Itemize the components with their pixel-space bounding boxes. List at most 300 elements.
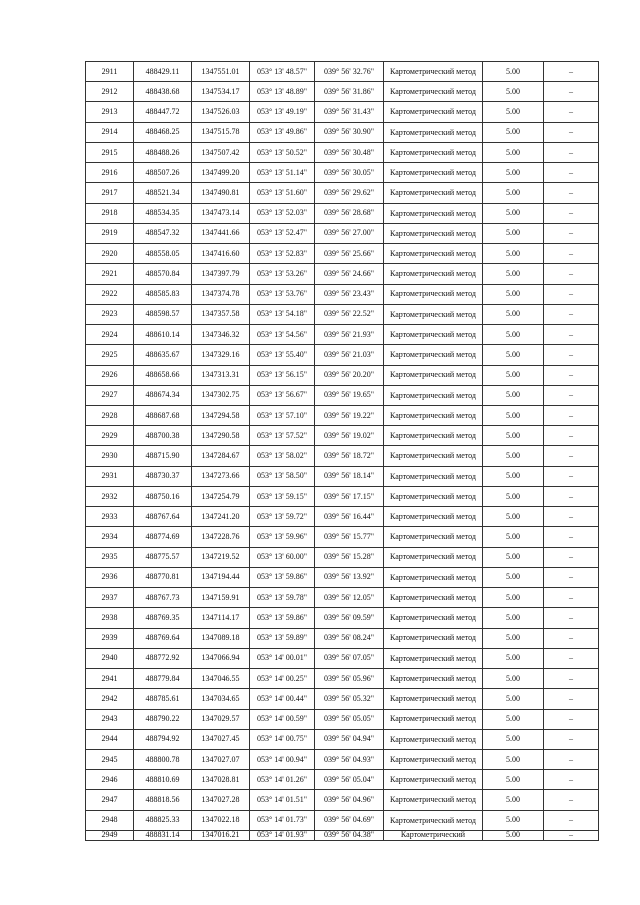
x-coordinate-cell: 488767.64 — [134, 507, 192, 527]
x-coordinate-cell: 488447.72 — [134, 102, 192, 122]
accuracy-cell: 5.00 — [483, 749, 544, 769]
accuracy-cell: 5.00 — [483, 547, 544, 567]
latitude-cell: 053° 13' 54.18" — [250, 304, 315, 324]
y-coordinate-cell: 1347273.66 — [192, 466, 250, 486]
latitude-cell: 053° 13' 59.72" — [250, 507, 315, 527]
longitude-cell: 039° 56' 22.52" — [315, 304, 384, 324]
table-row — [86, 466, 599, 486]
method-cell: Картометрический метод — [384, 507, 483, 527]
point-number-cell: 2915 — [86, 142, 134, 162]
method-cell: Картометрический метод — [384, 122, 483, 142]
point-number-cell: 2944 — [86, 729, 134, 749]
table-body — [86, 62, 599, 841]
note-cell: – — [544, 244, 599, 264]
point-number-cell: 2938 — [86, 608, 134, 628]
y-coordinate-cell: 1347284.67 — [192, 446, 250, 466]
accuracy-cell: 5.00 — [483, 82, 544, 102]
table-row — [86, 405, 599, 425]
longitude-cell: 039° 56' 27.00" — [315, 223, 384, 243]
longitude-cell: 039° 56' 13.92" — [315, 567, 384, 587]
note-cell: – — [544, 830, 599, 840]
accuracy-cell: 5.00 — [483, 466, 544, 486]
note-cell: – — [544, 810, 599, 830]
table-row — [86, 163, 599, 183]
x-coordinate-cell: 488767.73 — [134, 588, 192, 608]
note-cell: – — [544, 345, 599, 365]
method-cell: Картометрический метод — [384, 223, 483, 243]
y-coordinate-cell: 1347194.44 — [192, 567, 250, 587]
x-coordinate-cell: 488730.37 — [134, 466, 192, 486]
y-coordinate-cell: 1347374.78 — [192, 284, 250, 304]
accuracy-cell: 5.00 — [483, 729, 544, 749]
y-coordinate-cell: 1347028.81 — [192, 770, 250, 790]
x-coordinate-cell: 488818.56 — [134, 790, 192, 810]
longitude-cell: 039° 56' 04.94" — [315, 729, 384, 749]
y-coordinate-cell: 1347027.07 — [192, 749, 250, 769]
x-coordinate-cell: 488770.81 — [134, 567, 192, 587]
accuracy-cell: 5.00 — [483, 122, 544, 142]
longitude-cell: 039° 56' 30.48" — [315, 142, 384, 162]
latitude-cell: 053° 14' 01.51" — [250, 790, 315, 810]
note-cell: – — [544, 507, 599, 527]
accuracy-cell: 5.00 — [483, 142, 544, 162]
note-cell: – — [544, 122, 599, 142]
point-number-cell: 2918 — [86, 203, 134, 223]
longitude-cell: 039° 56' 19.65" — [315, 385, 384, 405]
accuracy-cell: 5.00 — [483, 163, 544, 183]
table-row — [86, 608, 599, 628]
accuracy-cell: 5.00 — [483, 304, 544, 324]
table-row — [86, 223, 599, 243]
method-cell: Картометрический метод — [384, 628, 483, 648]
y-coordinate-cell: 1347016.21 — [192, 830, 250, 840]
x-coordinate-cell: 488779.84 — [134, 669, 192, 689]
method-cell: Картометрический метод — [384, 709, 483, 729]
table-row — [86, 810, 599, 830]
note-cell: – — [544, 588, 599, 608]
latitude-cell: 053° 13' 53.76" — [250, 284, 315, 304]
y-coordinate-cell: 1347507.42 — [192, 142, 250, 162]
method-cell: Картометрический метод — [384, 102, 483, 122]
longitude-cell: 039° 56' 17.15" — [315, 486, 384, 506]
table-row — [86, 183, 599, 203]
longitude-cell: 039° 56' 08.24" — [315, 628, 384, 648]
table-row — [86, 729, 599, 749]
point-number-cell: 2912 — [86, 82, 134, 102]
x-coordinate-cell: 488507.26 — [134, 163, 192, 183]
latitude-cell: 053° 13' 49.86" — [250, 122, 315, 142]
latitude-cell: 053° 13' 54.56" — [250, 325, 315, 345]
note-cell: – — [544, 304, 599, 324]
table-row — [86, 770, 599, 790]
latitude-cell: 053° 14' 00.01" — [250, 648, 315, 668]
table-row — [86, 689, 599, 709]
method-cell: Картометрический метод — [384, 588, 483, 608]
point-number-cell: 2925 — [86, 345, 134, 365]
method-cell: Картометрический метод — [384, 729, 483, 749]
longitude-cell: 039° 56' 30.05" — [315, 163, 384, 183]
y-coordinate-cell: 1347219.52 — [192, 547, 250, 567]
table-row — [86, 527, 599, 547]
table-row — [86, 709, 599, 729]
x-coordinate-cell: 488468.25 — [134, 122, 192, 142]
method-cell: Картометрический метод — [384, 142, 483, 162]
note-cell: – — [544, 426, 599, 446]
accuracy-cell: 5.00 — [483, 810, 544, 830]
method-cell: Картометрический метод — [384, 203, 483, 223]
latitude-cell: 053° 13' 52.47" — [250, 223, 315, 243]
method-cell: Картометрический — [384, 830, 483, 840]
longitude-cell: 039° 56' 23.43" — [315, 284, 384, 304]
x-coordinate-cell: 488658.66 — [134, 365, 192, 385]
point-number-cell: 2923 — [86, 304, 134, 324]
longitude-cell: 039° 56' 04.69" — [315, 810, 384, 830]
x-coordinate-cell: 488750.16 — [134, 486, 192, 506]
x-coordinate-cell: 488775.57 — [134, 547, 192, 567]
table-row — [86, 142, 599, 162]
note-cell: – — [544, 466, 599, 486]
point-number-cell: 2937 — [86, 588, 134, 608]
longitude-cell: 039° 56' 32.76" — [315, 62, 384, 82]
longitude-cell: 039° 56' 25.66" — [315, 244, 384, 264]
longitude-cell: 039° 56' 31.43" — [315, 102, 384, 122]
x-coordinate-cell: 488774.69 — [134, 527, 192, 547]
y-coordinate-cell: 1347313.31 — [192, 365, 250, 385]
accuracy-cell: 5.00 — [483, 790, 544, 810]
accuracy-cell: 5.00 — [483, 628, 544, 648]
y-coordinate-cell: 1347290.58 — [192, 426, 250, 446]
method-cell: Картометрический метод — [384, 749, 483, 769]
longitude-cell: 039° 56' 04.96" — [315, 790, 384, 810]
accuracy-cell: 5.00 — [483, 567, 544, 587]
x-coordinate-cell: 488585.83 — [134, 284, 192, 304]
accuracy-cell: 5.00 — [483, 689, 544, 709]
longitude-cell: 039° 56' 24.66" — [315, 264, 384, 284]
point-number-cell: 2911 — [86, 62, 134, 82]
longitude-cell: 039° 56' 29.62" — [315, 183, 384, 203]
table-row — [86, 203, 599, 223]
latitude-cell: 053° 13' 58.02" — [250, 446, 315, 466]
longitude-cell: 039° 56' 05.05" — [315, 709, 384, 729]
latitude-cell: 053° 13' 51.60" — [250, 183, 315, 203]
point-number-cell: 2916 — [86, 163, 134, 183]
x-coordinate-cell: 488570.84 — [134, 264, 192, 284]
table-row — [86, 325, 599, 345]
x-coordinate-cell: 488794.92 — [134, 729, 192, 749]
y-coordinate-cell: 1347254.79 — [192, 486, 250, 506]
x-coordinate-cell: 488810.69 — [134, 770, 192, 790]
point-number-cell: 2935 — [86, 547, 134, 567]
latitude-cell: 053° 13' 59.96" — [250, 527, 315, 547]
longitude-cell: 039° 56' 21.93" — [315, 325, 384, 345]
accuracy-cell: 5.00 — [483, 385, 544, 405]
note-cell: – — [544, 790, 599, 810]
longitude-cell: 039° 56' 19.02" — [315, 426, 384, 446]
note-cell: – — [544, 669, 599, 689]
accuracy-cell: 5.00 — [483, 223, 544, 243]
y-coordinate-cell: 1347416.60 — [192, 244, 250, 264]
method-cell: Картометрический метод — [384, 163, 483, 183]
x-coordinate-cell: 488715.90 — [134, 446, 192, 466]
y-coordinate-cell: 1347046.55 — [192, 669, 250, 689]
accuracy-cell: 5.00 — [483, 284, 544, 304]
y-coordinate-cell: 1347551.01 — [192, 62, 250, 82]
table-row — [86, 588, 599, 608]
note-cell: – — [544, 770, 599, 790]
y-coordinate-cell: 1347534.17 — [192, 82, 250, 102]
point-number-cell: 2939 — [86, 628, 134, 648]
point-number-cell: 2947 — [86, 790, 134, 810]
longitude-cell: 039° 56' 21.03" — [315, 345, 384, 365]
note-cell: – — [544, 608, 599, 628]
note-cell: – — [544, 547, 599, 567]
point-number-cell: 2920 — [86, 244, 134, 264]
latitude-cell: 053° 14' 00.25" — [250, 669, 315, 689]
method-cell: Картометрический метод — [384, 567, 483, 587]
table-row — [86, 284, 599, 304]
longitude-cell: 039° 56' 04.38" — [315, 830, 384, 840]
point-number-cell: 2946 — [86, 770, 134, 790]
x-coordinate-cell: 488674.34 — [134, 385, 192, 405]
note-cell: – — [544, 203, 599, 223]
method-cell: Картометрический метод — [384, 790, 483, 810]
accuracy-cell: 5.00 — [483, 669, 544, 689]
method-cell: Картометрический метод — [384, 183, 483, 203]
point-number-cell: 2943 — [86, 709, 134, 729]
point-number-cell: 2919 — [86, 223, 134, 243]
point-number-cell: 2922 — [86, 284, 134, 304]
note-cell: – — [544, 385, 599, 405]
accuracy-cell: 5.00 — [483, 203, 544, 223]
point-number-cell: 2942 — [86, 689, 134, 709]
accuracy-cell: 5.00 — [483, 264, 544, 284]
accuracy-cell: 5.00 — [483, 770, 544, 790]
y-coordinate-cell: 1347397.79 — [192, 264, 250, 284]
point-number-cell: 2936 — [86, 567, 134, 587]
longitude-cell: 039° 56' 19.22" — [315, 405, 384, 425]
x-coordinate-cell: 488598.57 — [134, 304, 192, 324]
table-row — [86, 669, 599, 689]
y-coordinate-cell: 1347499.20 — [192, 163, 250, 183]
longitude-cell: 039° 56' 09.59" — [315, 608, 384, 628]
note-cell: – — [544, 709, 599, 729]
longitude-cell: 039° 56' 05.96" — [315, 669, 384, 689]
y-coordinate-cell: 1347526.03 — [192, 102, 250, 122]
y-coordinate-cell: 1347302.75 — [192, 385, 250, 405]
longitude-cell: 039° 56' 15.77" — [315, 527, 384, 547]
latitude-cell: 053° 13' 52.03" — [250, 203, 315, 223]
latitude-cell: 053° 14' 00.59" — [250, 709, 315, 729]
point-number-cell: 2940 — [86, 648, 134, 668]
latitude-cell: 053° 13' 59.78" — [250, 588, 315, 608]
note-cell: – — [544, 163, 599, 183]
note-cell: – — [544, 264, 599, 284]
point-number-cell: 2933 — [86, 507, 134, 527]
x-coordinate-cell: 488687.68 — [134, 405, 192, 425]
x-coordinate-cell: 488769.64 — [134, 628, 192, 648]
table-row — [86, 122, 599, 142]
y-coordinate-cell: 1347022.18 — [192, 810, 250, 830]
note-cell: – — [544, 223, 599, 243]
x-coordinate-cell: 488769.35 — [134, 608, 192, 628]
x-coordinate-cell: 488534.35 — [134, 203, 192, 223]
accuracy-cell: 5.00 — [483, 507, 544, 527]
x-coordinate-cell: 488800.78 — [134, 749, 192, 769]
point-number-cell: 2913 — [86, 102, 134, 122]
latitude-cell: 053° 13' 59.89" — [250, 628, 315, 648]
longitude-cell: 039° 56' 28.68" — [315, 203, 384, 223]
point-number-cell: 2931 — [86, 466, 134, 486]
note-cell: – — [544, 325, 599, 345]
x-coordinate-cell: 488635.67 — [134, 345, 192, 365]
latitude-cell: 053° 13' 51.14" — [250, 163, 315, 183]
accuracy-cell: 5.00 — [483, 608, 544, 628]
table-row — [86, 244, 599, 264]
x-coordinate-cell: 488438.68 — [134, 82, 192, 102]
note-cell: – — [544, 749, 599, 769]
y-coordinate-cell: 1347441.66 — [192, 223, 250, 243]
accuracy-cell: 5.00 — [483, 486, 544, 506]
y-coordinate-cell: 1347027.28 — [192, 790, 250, 810]
y-coordinate-cell: 1347294.58 — [192, 405, 250, 425]
latitude-cell: 053° 13' 58.50" — [250, 466, 315, 486]
note-cell: – — [544, 62, 599, 82]
note-cell: – — [544, 648, 599, 668]
method-cell: Картометрический метод — [384, 770, 483, 790]
point-number-cell: 2927 — [86, 385, 134, 405]
note-cell: – — [544, 628, 599, 648]
method-cell: Картометрический метод — [384, 466, 483, 486]
accuracy-cell: 5.00 — [483, 709, 544, 729]
latitude-cell: 053° 13' 49.19" — [250, 102, 315, 122]
method-cell: Картометрический метод — [384, 405, 483, 425]
table-row — [86, 304, 599, 324]
method-cell: Картометрический метод — [384, 284, 483, 304]
method-cell: Картометрический метод — [384, 426, 483, 446]
table-row — [86, 628, 599, 648]
method-cell: Картометрический метод — [384, 810, 483, 830]
method-cell: Картометрический метод — [384, 608, 483, 628]
latitude-cell: 053° 13' 57.52" — [250, 426, 315, 446]
table-row — [86, 82, 599, 102]
y-coordinate-cell: 1347329.16 — [192, 345, 250, 365]
table-row — [86, 486, 599, 506]
coordinates-table — [85, 61, 599, 841]
x-coordinate-cell: 488785.61 — [134, 689, 192, 709]
table-row — [86, 749, 599, 769]
method-cell: Картометрический метод — [384, 547, 483, 567]
method-cell: Картометрический метод — [384, 264, 483, 284]
x-coordinate-cell: 488700.38 — [134, 426, 192, 446]
table-row — [86, 385, 599, 405]
x-coordinate-cell: 488790.22 — [134, 709, 192, 729]
note-cell: – — [544, 486, 599, 506]
longitude-cell: 039° 56' 20.20" — [315, 365, 384, 385]
note-cell: – — [544, 446, 599, 466]
note-cell: – — [544, 365, 599, 385]
longitude-cell: 039° 56' 30.90" — [315, 122, 384, 142]
latitude-cell: 053° 13' 57.10" — [250, 405, 315, 425]
latitude-cell: 053° 13' 48.89" — [250, 82, 315, 102]
latitude-cell: 053° 13' 59.86" — [250, 608, 315, 628]
x-coordinate-cell: 488558.05 — [134, 244, 192, 264]
method-cell: Картометрический метод — [384, 345, 483, 365]
y-coordinate-cell: 1347241.20 — [192, 507, 250, 527]
table-row — [86, 830, 599, 840]
latitude-cell: 053° 14' 01.93" — [250, 830, 315, 840]
latitude-cell: 053° 14' 00.44" — [250, 689, 315, 709]
longitude-cell: 039° 56' 04.93" — [315, 749, 384, 769]
longitude-cell: 039° 56' 12.05" — [315, 588, 384, 608]
latitude-cell: 053° 13' 48.57" — [250, 62, 315, 82]
method-cell: Картометрический метод — [384, 527, 483, 547]
y-coordinate-cell: 1347515.78 — [192, 122, 250, 142]
x-coordinate-cell: 488521.34 — [134, 183, 192, 203]
longitude-cell: 039° 56' 05.32" — [315, 689, 384, 709]
point-number-cell: 2917 — [86, 183, 134, 203]
table-row — [86, 102, 599, 122]
note-cell: – — [544, 689, 599, 709]
y-coordinate-cell: 1347346.32 — [192, 325, 250, 345]
latitude-cell: 053° 13' 56.15" — [250, 365, 315, 385]
table-row — [86, 62, 599, 82]
point-number-cell: 2948 — [86, 810, 134, 830]
accuracy-cell: 5.00 — [483, 345, 544, 365]
longitude-cell: 039° 56' 15.28" — [315, 547, 384, 567]
point-number-cell: 2926 — [86, 365, 134, 385]
y-coordinate-cell: 1347159.91 — [192, 588, 250, 608]
latitude-cell: 053° 13' 52.83" — [250, 244, 315, 264]
longitude-cell: 039° 56' 16.44" — [315, 507, 384, 527]
table-row — [86, 426, 599, 446]
y-coordinate-cell: 1347114.17 — [192, 608, 250, 628]
y-coordinate-cell: 1347066.94 — [192, 648, 250, 668]
point-number-cell: 2945 — [86, 749, 134, 769]
point-number-cell: 2914 — [86, 122, 134, 142]
longitude-cell: 039° 56' 18.72" — [315, 446, 384, 466]
x-coordinate-cell: 488547.32 — [134, 223, 192, 243]
method-cell: Картометрический метод — [384, 62, 483, 82]
latitude-cell: 053° 14' 00.94" — [250, 749, 315, 769]
longitude-cell: 039° 56' 31.86" — [315, 82, 384, 102]
point-number-cell: 2934 — [86, 527, 134, 547]
x-coordinate-cell: 488429.11 — [134, 62, 192, 82]
accuracy-cell: 5.00 — [483, 244, 544, 264]
y-coordinate-cell: 1347029.57 — [192, 709, 250, 729]
x-coordinate-cell: 488772.92 — [134, 648, 192, 668]
longitude-cell: 039° 56' 18.14" — [315, 466, 384, 486]
note-cell: – — [544, 183, 599, 203]
y-coordinate-cell: 1347034.65 — [192, 689, 250, 709]
method-cell: Картометрический метод — [384, 385, 483, 405]
x-coordinate-cell: 488825.33 — [134, 810, 192, 830]
table-row — [86, 365, 599, 385]
latitude-cell: 053° 13' 56.67" — [250, 385, 315, 405]
x-coordinate-cell: 488488.26 — [134, 142, 192, 162]
y-coordinate-cell: 1347027.45 — [192, 729, 250, 749]
table-row — [86, 567, 599, 587]
method-cell: Картометрический метод — [384, 669, 483, 689]
accuracy-cell: 5.00 — [483, 102, 544, 122]
latitude-cell: 053° 13' 55.40" — [250, 345, 315, 365]
longitude-cell: 039° 56' 07.05" — [315, 648, 384, 668]
note-cell: – — [544, 567, 599, 587]
accuracy-cell: 5.00 — [483, 365, 544, 385]
y-coordinate-cell: 1347228.76 — [192, 527, 250, 547]
accuracy-cell: 5.00 — [483, 527, 544, 547]
latitude-cell: 053° 13' 53.26" — [250, 264, 315, 284]
latitude-cell: 053° 14' 01.73" — [250, 810, 315, 830]
